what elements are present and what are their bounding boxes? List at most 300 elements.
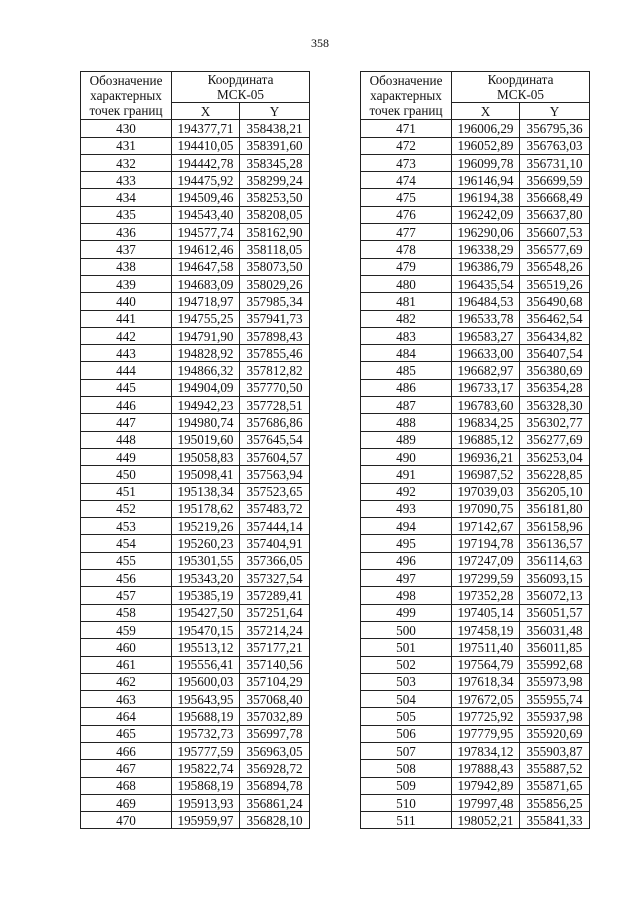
point-number-cell: 448 <box>81 431 172 448</box>
x-coordinate-cell: 195019,60 <box>172 431 240 448</box>
x-coordinate-cell: 195427,50 <box>172 604 240 621</box>
x-column-header: X <box>452 103 520 120</box>
y-coordinate-cell: 357068,40 <box>240 691 310 708</box>
x-coordinate-cell: 196099,78 <box>452 154 520 171</box>
x-coordinate-cell: 195688,19 <box>172 708 240 725</box>
coordinates-table-right <box>360 71 590 829</box>
point-number-cell: 437 <box>81 241 172 258</box>
y-coordinate-cell: 356114,63 <box>520 552 590 569</box>
point-number-cell: 457 <box>81 587 172 604</box>
y-coordinate-cell: 356011,85 <box>520 639 590 656</box>
y-coordinate-cell: 358118,05 <box>240 241 310 258</box>
table-row <box>81 275 310 292</box>
point-number-cell: 455 <box>81 552 172 569</box>
y-coordinate-cell: 357327,54 <box>240 570 310 587</box>
y-coordinate-cell: 357289,41 <box>240 587 310 604</box>
x-coordinate-cell: 196290,06 <box>452 224 520 241</box>
y-coordinate-cell: 357523,65 <box>240 483 310 500</box>
x-coordinate-cell: 194377,71 <box>172 120 240 137</box>
point-number-cell: 485 <box>361 362 452 379</box>
point-number-cell: 494 <box>361 518 452 535</box>
y-coordinate-cell: 356051,57 <box>520 604 590 621</box>
table-row <box>81 431 310 448</box>
y-coordinate-cell: 355920,69 <box>520 725 590 742</box>
table-row <box>81 742 310 759</box>
point-number-cell: 479 <box>361 258 452 275</box>
y-coordinate-cell: 358208,05 <box>240 206 310 223</box>
y-coordinate-cell: 356462,54 <box>520 310 590 327</box>
table-row <box>361 639 590 656</box>
table-row <box>81 673 310 690</box>
coordinate-header-line2: МСК-05 <box>217 87 264 102</box>
x-coordinate-cell: 197299,59 <box>452 570 520 587</box>
y-coordinate-cell: 356795,36 <box>520 120 590 137</box>
y-coordinate-cell: 356354,28 <box>520 379 590 396</box>
x-coordinate-cell: 195385,19 <box>172 587 240 604</box>
table-row <box>361 483 590 500</box>
y-coordinate-cell: 355871,65 <box>520 777 590 794</box>
y-coordinate-cell: 357404,91 <box>240 535 310 552</box>
point-number-cell: 471 <box>361 120 452 137</box>
point-name-header-line3: точек границ <box>89 103 163 119</box>
y-column-header: Y <box>520 103 590 120</box>
point-number-cell: 504 <box>361 691 452 708</box>
table-row <box>81 466 310 483</box>
x-coordinate-cell: 197997,48 <box>452 794 520 811</box>
x-coordinate-cell: 194980,74 <box>172 414 240 431</box>
y-coordinate-cell: 357563,94 <box>240 466 310 483</box>
y-coordinate-cell: 357770,50 <box>240 379 310 396</box>
y-coordinate-cell: 356434,82 <box>520 327 590 344</box>
table-row <box>81 777 310 794</box>
x-coordinate-cell: 194755,25 <box>172 310 240 327</box>
y-coordinate-cell: 355937,98 <box>520 708 590 725</box>
y-coordinate-cell: 357686,86 <box>240 414 310 431</box>
y-coordinate-cell: 357985,34 <box>240 293 310 310</box>
y-coordinate-cell: 357645,54 <box>240 431 310 448</box>
x-coordinate-cell: 197888,43 <box>452 760 520 777</box>
point-number-cell: 478 <box>361 241 452 258</box>
point-number-cell: 459 <box>81 621 172 638</box>
table-row <box>81 154 310 171</box>
table-row <box>81 241 310 258</box>
x-coordinate-cell: 194828,92 <box>172 345 240 362</box>
point-name-header-line2: характерных <box>370 88 442 104</box>
y-coordinate-cell: 358299,24 <box>240 172 310 189</box>
table-row <box>361 431 590 448</box>
table-row <box>361 345 590 362</box>
x-coordinate-cell: 195868,19 <box>172 777 240 794</box>
table-row <box>361 742 590 759</box>
point-number-cell: 439 <box>81 275 172 292</box>
x-coordinate-cell: 196633,00 <box>452 345 520 362</box>
y-coordinate-cell: 356637,80 <box>520 206 590 223</box>
point-number-cell: 482 <box>361 310 452 327</box>
coordinate-header-line1: Координата <box>207 72 274 87</box>
x-coordinate-cell: 196386,79 <box>452 258 520 275</box>
table-row <box>361 760 590 777</box>
point-number-cell: 468 <box>81 777 172 794</box>
x-coordinate-cell: 195913,93 <box>172 794 240 811</box>
coordinates-table-left-body <box>81 120 310 829</box>
table-row <box>361 362 590 379</box>
point-number-cell: 483 <box>361 327 452 344</box>
y-coordinate-cell: 356277,69 <box>520 431 590 448</box>
point-number-cell: 498 <box>361 587 452 604</box>
y-coordinate-cell: 357604,57 <box>240 448 310 465</box>
x-coordinate-cell: 197779,95 <box>452 725 520 742</box>
x-coordinate-cell: 194904,09 <box>172 379 240 396</box>
y-coordinate-cell: 356763,03 <box>520 137 590 154</box>
x-coordinate-cell: 197247,09 <box>452 552 520 569</box>
point-number-cell: 446 <box>81 397 172 414</box>
point-number-cell: 443 <box>81 345 172 362</box>
table-row <box>361 379 590 396</box>
point-number-cell: 451 <box>81 483 172 500</box>
point-number-cell: 452 <box>81 500 172 517</box>
table-row <box>81 552 310 569</box>
point-number-cell: 495 <box>361 535 452 552</box>
y-coordinate-cell: 358253,50 <box>240 189 310 206</box>
table-row <box>361 673 590 690</box>
table-row <box>81 224 310 241</box>
x-coordinate-cell: 196834,25 <box>452 414 520 431</box>
y-coordinate-cell: 356380,69 <box>520 362 590 379</box>
y-coordinate-cell: 357251,64 <box>240 604 310 621</box>
point-number-cell: 473 <box>361 154 452 171</box>
point-number-cell: 464 <box>81 708 172 725</box>
point-number-cell: 493 <box>361 500 452 517</box>
y-coordinate-cell: 355856,25 <box>520 794 590 811</box>
point-number-cell: 472 <box>361 137 452 154</box>
x-coordinate-cell: 194647,58 <box>172 258 240 275</box>
table-row <box>361 500 590 517</box>
point-number-cell: 487 <box>361 397 452 414</box>
y-coordinate-cell: 357032,89 <box>240 708 310 725</box>
y-coordinate-cell: 356997,78 <box>240 725 310 742</box>
x-coordinate-cell: 195260,23 <box>172 535 240 552</box>
point-number-cell: 484 <box>361 345 452 362</box>
point-number-cell: 440 <box>81 293 172 310</box>
y-coordinate-cell: 357104,29 <box>240 673 310 690</box>
table-row <box>361 120 590 137</box>
x-coordinate-cell: 196242,09 <box>452 206 520 223</box>
y-coordinate-cell: 357941,73 <box>240 310 310 327</box>
x-coordinate-cell: 195732,73 <box>172 725 240 742</box>
y-coordinate-cell: 355955,74 <box>520 691 590 708</box>
point-name-header-line1: Обозначение <box>89 73 163 89</box>
table-row <box>81 293 310 310</box>
table-row <box>361 241 590 258</box>
x-coordinate-cell: 197725,92 <box>452 708 520 725</box>
x-coordinate-cell: 194577,74 <box>172 224 240 241</box>
table-row <box>361 812 590 829</box>
table-row <box>361 397 590 414</box>
table-row <box>81 725 310 742</box>
point-number-cell: 490 <box>361 448 452 465</box>
table-row <box>361 414 590 431</box>
point-number-cell: 510 <box>361 794 452 811</box>
x-coordinate-cell: 196006,29 <box>452 120 520 137</box>
table-row <box>81 172 310 189</box>
y-coordinate-cell: 356205,10 <box>520 483 590 500</box>
x-coordinate-cell: 194475,92 <box>172 172 240 189</box>
coordinate-header <box>452 72 590 103</box>
x-coordinate-cell: 195470,15 <box>172 621 240 638</box>
y-coordinate-cell: 356548,26 <box>520 258 590 275</box>
point-number-cell: 476 <box>361 206 452 223</box>
table-row <box>361 708 590 725</box>
x-coordinate-cell: 197194,78 <box>452 535 520 552</box>
point-number-cell: 454 <box>81 535 172 552</box>
point-number-cell: 508 <box>361 760 452 777</box>
point-number-cell: 441 <box>81 310 172 327</box>
point-number-cell: 492 <box>361 483 452 500</box>
y-coordinate-cell: 356253,04 <box>520 448 590 465</box>
x-coordinate-cell: 195959,97 <box>172 812 240 829</box>
table-row <box>81 189 310 206</box>
page-number: 358 <box>311 36 329 50</box>
y-coordinate-cell: 357855,46 <box>240 345 310 362</box>
table-row <box>81 639 310 656</box>
y-coordinate-cell: 358391,60 <box>240 137 310 154</box>
x-coordinate-cell: 198052,21 <box>452 812 520 829</box>
x-coordinate-cell: 195098,41 <box>172 466 240 483</box>
x-coordinate-cell: 195643,95 <box>172 691 240 708</box>
table-row <box>81 397 310 414</box>
table-row <box>361 310 590 327</box>
table-row <box>361 535 590 552</box>
y-coordinate-cell: 357898,43 <box>240 327 310 344</box>
point-number-cell: 430 <box>81 120 172 137</box>
point-number-cell: 432 <box>81 154 172 171</box>
table-row <box>81 448 310 465</box>
x-coordinate-cell: 196052,89 <box>452 137 520 154</box>
y-column-header: Y <box>240 103 310 120</box>
table-row <box>361 327 590 344</box>
table-row <box>361 552 590 569</box>
point-number-cell: 509 <box>361 777 452 794</box>
x-coordinate-cell: 196533,78 <box>452 310 520 327</box>
y-coordinate-cell: 356731,10 <box>520 154 590 171</box>
y-coordinate-cell: 356668,49 <box>520 189 590 206</box>
table-row <box>81 258 310 275</box>
x-coordinate-cell: 194509,46 <box>172 189 240 206</box>
x-coordinate-cell: 196583,27 <box>452 327 520 344</box>
y-coordinate-cell: 356963,05 <box>240 742 310 759</box>
point-number-cell: 462 <box>81 673 172 690</box>
table-row <box>361 587 590 604</box>
x-coordinate-cell: 197405,14 <box>452 604 520 621</box>
coordinate-header-line2: МСК-05 <box>497 87 544 102</box>
point-number-cell: 503 <box>361 673 452 690</box>
point-number-cell: 466 <box>81 742 172 759</box>
point-number-cell: 505 <box>361 708 452 725</box>
table-row <box>361 258 590 275</box>
x-coordinate-cell: 196682,97 <box>452 362 520 379</box>
x-coordinate-cell: 196435,54 <box>452 275 520 292</box>
point-number-cell: 506 <box>361 725 452 742</box>
y-coordinate-cell: 356136,57 <box>520 535 590 552</box>
table-row <box>361 448 590 465</box>
x-coordinate-cell: 194942,23 <box>172 397 240 414</box>
x-coordinate-cell: 196936,21 <box>452 448 520 465</box>
y-coordinate-cell: 356894,78 <box>240 777 310 794</box>
y-coordinate-cell: 357214,24 <box>240 621 310 638</box>
table-row <box>361 794 590 811</box>
x-coordinate-cell: 195822,74 <box>172 760 240 777</box>
coordinates-table-left <box>80 71 310 829</box>
y-coordinate-cell: 356861,24 <box>240 794 310 811</box>
y-coordinate-cell: 356928,72 <box>240 760 310 777</box>
x-coordinate-cell: 195600,03 <box>172 673 240 690</box>
point-name-header-line1: Обозначение <box>369 73 443 89</box>
point-number-cell: 474 <box>361 172 452 189</box>
x-coordinate-cell: 197039,03 <box>452 483 520 500</box>
table-row <box>361 518 590 535</box>
x-coordinate-cell: 194866,32 <box>172 362 240 379</box>
x-coordinate-cell: 194612,46 <box>172 241 240 258</box>
point-number-cell: 434 <box>81 189 172 206</box>
table-row <box>81 310 310 327</box>
point-name-header-line2: характерных <box>90 88 162 104</box>
point-number-cell: 450 <box>81 466 172 483</box>
table-row <box>81 327 310 344</box>
y-coordinate-cell: 355992,68 <box>520 656 590 673</box>
y-coordinate-cell: 356158,96 <box>520 518 590 535</box>
point-number-cell: 502 <box>361 656 452 673</box>
coordinate-header <box>172 72 310 103</box>
point-number-cell: 453 <box>81 518 172 535</box>
point-number-cell: 442 <box>81 327 172 344</box>
x-coordinate-cell: 195138,34 <box>172 483 240 500</box>
point-number-cell: 436 <box>81 224 172 241</box>
y-coordinate-cell: 356181,80 <box>520 500 590 517</box>
table-row <box>81 708 310 725</box>
point-number-cell: 461 <box>81 656 172 673</box>
point-number-cell: 491 <box>361 466 452 483</box>
x-coordinate-cell: 194543,40 <box>172 206 240 223</box>
point-number-cell: 467 <box>81 760 172 777</box>
point-number-cell: 435 <box>81 206 172 223</box>
point-name-header <box>361 72 452 120</box>
point-number-cell: 433 <box>81 172 172 189</box>
y-coordinate-cell: 357444,14 <box>240 518 310 535</box>
x-coordinate-cell: 195301,55 <box>172 552 240 569</box>
point-number-cell: 449 <box>81 448 172 465</box>
table-row <box>81 345 310 362</box>
x-coordinate-cell: 196146,94 <box>452 172 520 189</box>
table-row <box>81 587 310 604</box>
point-number-cell: 477 <box>361 224 452 241</box>
table-row <box>361 206 590 223</box>
y-coordinate-cell: 355887,52 <box>520 760 590 777</box>
point-number-cell: 470 <box>81 812 172 829</box>
x-coordinate-cell: 197352,28 <box>452 587 520 604</box>
table-row <box>361 224 590 241</box>
table-row <box>81 500 310 517</box>
point-number-cell: 496 <box>361 552 452 569</box>
point-number-cell: 445 <box>81 379 172 396</box>
x-coordinate-cell: 195219,26 <box>172 518 240 535</box>
table-row <box>81 691 310 708</box>
x-coordinate-cell: 195513,12 <box>172 639 240 656</box>
y-coordinate-cell: 355903,87 <box>520 742 590 759</box>
point-name-header <box>81 72 172 120</box>
y-coordinate-cell: 357177,21 <box>240 639 310 656</box>
x-coordinate-cell: 196733,17 <box>452 379 520 396</box>
y-coordinate-cell: 358345,28 <box>240 154 310 171</box>
x-coordinate-cell: 195556,41 <box>172 656 240 673</box>
table-row <box>361 570 590 587</box>
x-coordinate-cell: 196885,12 <box>452 431 520 448</box>
x-coordinate-cell: 196987,52 <box>452 466 520 483</box>
y-coordinate-cell: 356302,77 <box>520 414 590 431</box>
table-row <box>81 760 310 777</box>
x-coordinate-cell: 196484,53 <box>452 293 520 310</box>
x-coordinate-cell: 196194,38 <box>452 189 520 206</box>
y-coordinate-cell: 358029,26 <box>240 275 310 292</box>
table-row <box>81 206 310 223</box>
x-coordinate-cell: 196783,60 <box>452 397 520 414</box>
table-row <box>361 725 590 742</box>
x-coordinate-cell: 194683,09 <box>172 275 240 292</box>
table-row <box>81 621 310 638</box>
table-row <box>81 379 310 396</box>
y-coordinate-cell: 356577,69 <box>520 241 590 258</box>
x-coordinate-cell: 197142,67 <box>452 518 520 535</box>
point-number-cell: 480 <box>361 275 452 292</box>
point-number-cell: 431 <box>81 137 172 154</box>
table-row <box>361 466 590 483</box>
y-coordinate-cell: 356699,59 <box>520 172 590 189</box>
x-column-header: X <box>172 103 240 120</box>
y-coordinate-cell: 355973,98 <box>520 673 590 690</box>
point-number-cell: 500 <box>361 621 452 638</box>
table-row <box>81 518 310 535</box>
y-coordinate-cell: 356093,15 <box>520 570 590 587</box>
y-coordinate-cell: 356072,13 <box>520 587 590 604</box>
y-coordinate-cell: 357483,72 <box>240 500 310 517</box>
x-coordinate-cell: 196338,29 <box>452 241 520 258</box>
point-number-cell: 460 <box>81 639 172 656</box>
point-number-cell: 463 <box>81 691 172 708</box>
table-row <box>361 621 590 638</box>
table-row <box>361 293 590 310</box>
x-coordinate-cell: 194718,97 <box>172 293 240 310</box>
table-row <box>361 189 590 206</box>
y-coordinate-cell: 356607,53 <box>520 224 590 241</box>
y-coordinate-cell: 356228,85 <box>520 466 590 483</box>
table-row <box>81 483 310 500</box>
table-row <box>361 777 590 794</box>
table-row <box>81 120 310 137</box>
coordinates-table-right-body <box>361 120 590 829</box>
table-row <box>361 172 590 189</box>
point-number-cell: 475 <box>361 189 452 206</box>
x-coordinate-cell: 197618,34 <box>452 673 520 690</box>
y-coordinate-cell: 357812,82 <box>240 362 310 379</box>
point-number-cell: 469 <box>81 794 172 811</box>
y-coordinate-cell: 357140,56 <box>240 656 310 673</box>
point-number-cell: 444 <box>81 362 172 379</box>
y-coordinate-cell: 355841,33 <box>520 812 590 829</box>
x-coordinate-cell: 195058,83 <box>172 448 240 465</box>
point-number-cell: 489 <box>361 431 452 448</box>
y-coordinate-cell: 358162,90 <box>240 224 310 241</box>
table-row <box>361 154 590 171</box>
table-row <box>361 604 590 621</box>
